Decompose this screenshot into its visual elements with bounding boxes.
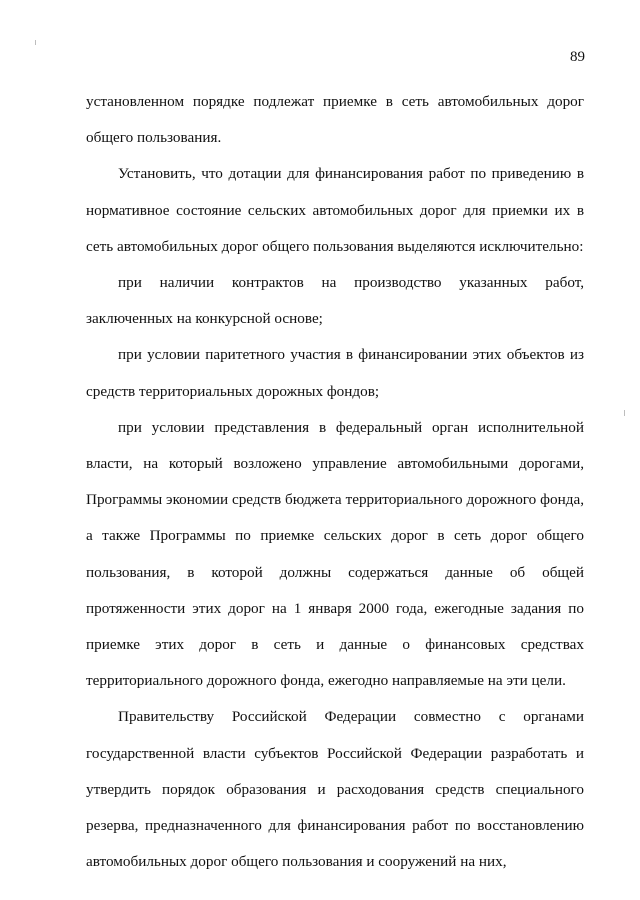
- paragraph-programs-submission: при условии представления в федеральный орган исполнительной власти, на который возложено управление автомобильными дорогами, Программы экономии средств бюджета территориального дорожного фонда, а также Программы по приемке сельских дорог в сеть дорог общего пользования, в которой должны содержаться данные об общей протяженности этих дорог на 1 января 2000 года, ежегодные задания по приемке этих дорог в сеть и данные о финансовых средствах территориального дорожного фонда, ежегодно направляемые на эти цели.: [86, 418, 584, 690]
- scan-speck-mark: [35, 40, 36, 45]
- page-number: 89: [570, 49, 585, 65]
- paragraph-continuation: установленном порядке подлежат приемке в сеть автомобильных дорог общего пользования.: [86, 93, 584, 147]
- paragraph-contracts: при наличии контрактов на производство указанных работ, заключенных на конкурсной основе;: [86, 274, 584, 328]
- paragraph-parity-participation: при условии паритетного участия в финансировании этих объектов из средств территориальных дорожных фондов;: [86, 346, 584, 400]
- paragraph-government-reserve: Правительству Российской Федерации совместно с органами государственной власти субъектов Российской Федерации разработать и утвердить порядок образования и расходования средств специального резерва, предназначенного для финансирования работ по восстановлению автомобильных дорог общего пользования и сооружений на них,: [86, 708, 584, 871]
- paragraph-dotation-conditions: Установить, что дотации для финансирования работ по приведению в нормативное состояние сельских автомобильных дорог для приемки их в сеть автомобильных дорог общего пользования выделяются исключительно:: [86, 165, 584, 255]
- body-text: [86, 84, 584, 880]
- scan-speck-mark: [624, 410, 625, 416]
